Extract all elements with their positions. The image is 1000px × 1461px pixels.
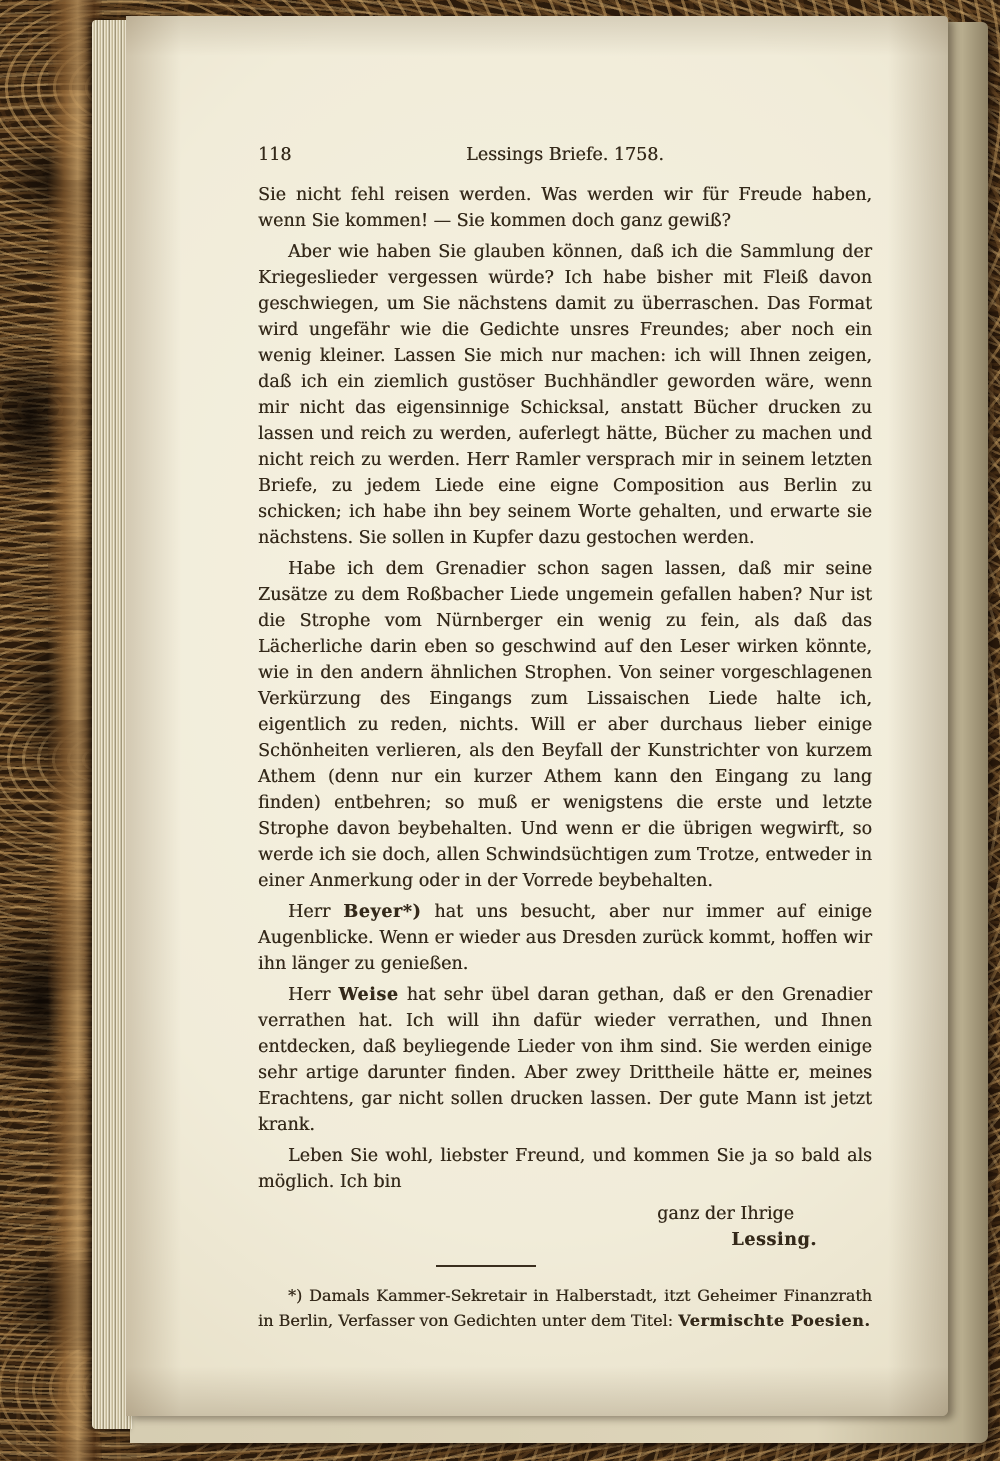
paragraph bbox=[258, 982, 872, 1138]
paragraph-closing: Leben Sie wohl, liebster Freund, und kommen Sie ja so bald als möglich. Ich bin bbox=[258, 1146, 872, 1192]
footnote-separator bbox=[436, 1265, 536, 1267]
page-number: 118 bbox=[258, 145, 292, 165]
book-page bbox=[126, 16, 948, 1416]
footnote-text: *) Damals Kammer-Sekretair in Halberstadt, itzt Geheimer Finanzrath in Berlin, Verfasser von Gedichten unter dem Titel: bbox=[258, 1286, 872, 1330]
paragraph-continuation: Sie nicht fehl reisen werden. Was werden wir für Freude haben, wenn Sie kommen! — Sie kommen doch ganz gewiß? bbox=[258, 185, 872, 231]
paragraph-text: hat sehr übel daran gethan, daß er den Grenadier verrathen hat. Ich will ihn dafür wieder verrathen, und Ihnen entdecken, daß beyliegende Lieder von ihm sind. Sie werden einige sehr artige darunter finden. Aber zwey Drittheile hätte er, meines Erachtens, gar nicht sollen drucken lassen. Der gute Mann ist jetzt krank. bbox=[258, 985, 872, 1135]
footnote bbox=[258, 1283, 872, 1333]
footnote-work-title: Vermischte Poesien. bbox=[678, 1311, 871, 1330]
page-content bbox=[258, 142, 872, 1338]
person-name: Weise bbox=[338, 985, 399, 1005]
page-header bbox=[258, 142, 872, 168]
paragraph-text: Herr bbox=[288, 902, 344, 922]
paragraph-text: Herr bbox=[288, 985, 339, 1005]
paragraph: Habe ich dem Grenadier schon sagen lassen, daß mir seine Zusätze zu dem Roßbacher Liede ungemein gefallen haben? Nur ist die Strophe vom Nürnberger ein wenig zu fein, als daß das Lächerliche darin eben so geschwind auf den Leser wirken könnte, wie in den andern ähnlichen Strophen. Von seiner vorgeschlagenen Verkürzung des Eingangs zum Lissaischen Liede halte ich, eigentlich zu reden, nichts. Will er aber durchaus lieber einige Schönheiten verlieren, als den Beyfall der Kunstrichter von kurzem Athem (denn nur ein kurzer Athem kann den Eingang zu lang finden) entbehren; so muß er wenigstens die erste und letzte Strophe davon beybehalten. Und wenn er die übrigen wegwirft, so werde ich sie doch, allen Schwindsüchtigen zum Trotze, entweder in einer Anmerkung oder in der Vorrede beybehalten. bbox=[258, 559, 872, 891]
paragraph-text: hat uns besucht, aber nur immer auf einige Augenblicke. Wenn er wieder aus Dresden zurück kommt, hoffen wir ihn länger zu genießen. bbox=[258, 902, 872, 974]
paragraph: Aber wie haben Sie glauben können, daß ich die Sammlung der Kriegeslieder vergessen würde? Ich habe bisher mit Fleiß davon geschwiegen, um Sie nächstens damit zu überraschen. Das Format wird ungefähr wie die Gedichte unsres Freundes; aber noch ein wenig kleiner. Lassen Sie mich nur machen: ich will Ihnen zeigen, daß ich ein ziemlich gustöser Buchhändler geworden wäre, wenn mir nicht das eigensinnige Schicksal, anstatt Bücher drucken zu lassen und reich zu werden, auferlegt hätte, Bücher zu machen und nicht reich zu werden. Herr Ramler versprach mir in seinem letzten Briefe, zu jedem Liede eine eigne Composition aus Berlin zu schicken; ich habe ihn bey seinem Worte gehalten, und erwarte sie nächstens. Sie sollen in Kupfer dazu gestochen werden. bbox=[258, 242, 872, 548]
running-header: Lessings Briefe. 1758. bbox=[466, 145, 664, 165]
person-name: Beyer*) bbox=[343, 902, 422, 922]
valediction: ganz der Ihrige bbox=[657, 1204, 794, 1224]
paragraph bbox=[258, 899, 872, 977]
signature-name: Lessing. bbox=[731, 1230, 817, 1250]
